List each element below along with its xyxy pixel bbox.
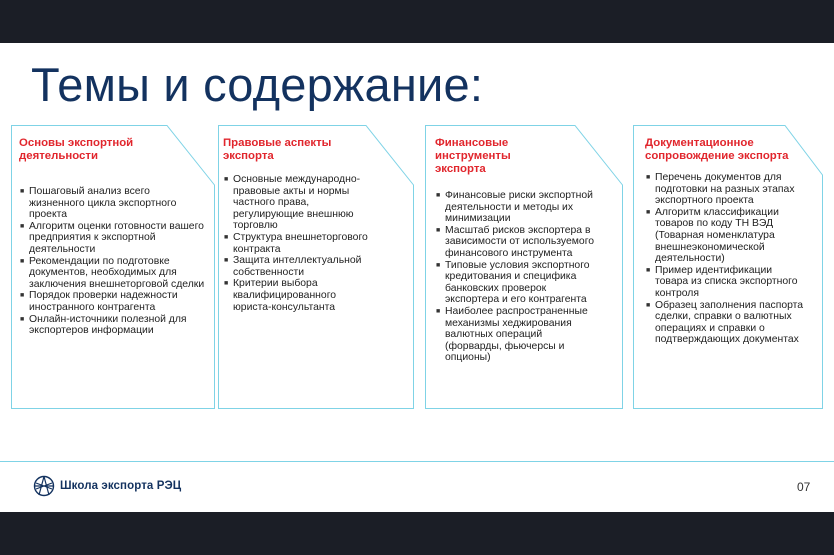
topic-list xyxy=(19,186,207,337)
list-item: ■ Критерии выбора квалифицированного юриста-консультанта xyxy=(224,278,337,313)
topic-list xyxy=(645,172,807,346)
bullet-icon: ■ xyxy=(20,292,25,300)
bullet-icon: ■ xyxy=(646,208,651,216)
top-letterbox xyxy=(0,0,834,43)
bullet-icon: ■ xyxy=(646,301,651,309)
card-title: Правовые аспекты экспорта xyxy=(223,137,332,162)
topic-card-documentation xyxy=(633,125,834,409)
bullet-icon: ■ xyxy=(224,280,229,288)
bullet-icon: ■ xyxy=(224,233,229,241)
bullet-icon: ■ xyxy=(436,226,441,234)
bullet-icon: ■ xyxy=(646,266,651,274)
school-logo xyxy=(33,473,181,499)
list-item: ■ Перечень документов для подготовки на разных этапах экспортного проекта xyxy=(646,172,795,207)
bottom-letterbox xyxy=(0,512,834,555)
page-number: 07 xyxy=(797,480,811,494)
list-item: ■ Финансовые риски экспортной деятельности и методы их минимизации xyxy=(436,190,593,225)
bullet-icon: ■ xyxy=(224,176,229,183)
list-item: ■ Типовые условия экспортного кредитования и специфика банковских проверок экспортера и его контрагента xyxy=(436,259,590,306)
bullet-icon: ■ xyxy=(646,174,651,181)
list-item: ■ Масштаб рисков экспортера в зависимости от используемого финансового инструмента xyxy=(436,224,595,259)
list-item: ■ Структура внешнеторгового контракта xyxy=(224,231,368,255)
topic-card-legal-aspects xyxy=(218,125,422,409)
list-item: ■ Наиболее распространенные механизмы хеджирования валютных операций (форварды, фьючерсы и опционы) xyxy=(436,305,588,364)
list-item: ■ Рекомендации по подготовке документов, необходимых для заключения внешнеторговой сделки xyxy=(20,255,205,290)
bullet-icon: ■ xyxy=(436,192,441,199)
card-title: Документационное сопровождение экспорта xyxy=(645,137,789,162)
list-item: ■ Защита интеллектуальной собственности xyxy=(224,255,362,278)
card-title: Финансовые инструменты экспорта xyxy=(435,137,511,175)
card-title: Основы экспортной деятельности xyxy=(19,137,134,162)
slide-title: Темы и содержание: xyxy=(31,58,484,111)
logo-text: Школа экспорта РЭЦ xyxy=(60,480,182,492)
list-item: ■ Пошаговый анализ всего жизненного цикла экспортного проекта xyxy=(20,186,177,221)
topic-card-financial-instruments xyxy=(425,125,629,409)
list-item: ■ Основные международно-правовые акты и нормы частного права, регулирующие внешнюю торговлю xyxy=(224,174,361,232)
bullet-icon: ■ xyxy=(436,261,441,269)
bullet-icon: ■ xyxy=(20,257,25,265)
presentation-slide xyxy=(0,43,834,512)
list-item: ■ Порядок проверки надежности иностранного контрагента xyxy=(20,290,178,313)
globe-logo-icon xyxy=(33,475,55,497)
bullet-icon: ■ xyxy=(224,257,229,265)
footer-divider xyxy=(0,461,834,462)
topic-list xyxy=(223,174,373,313)
bullet-icon: ■ xyxy=(20,188,25,195)
bullet-icon: ■ xyxy=(20,315,25,323)
list-item: ■ Онлайн-источники полезной для экспортеров информации xyxy=(20,313,187,337)
list-item: ■ Пример идентификации товара из списка экспортного контроля xyxy=(646,264,798,299)
topic-list xyxy=(435,190,600,364)
bullet-icon: ■ xyxy=(20,222,25,230)
list-item: ■ Образец заполнения паспорта сделки, справки о валютных операциях и справки о подтверждающих документах xyxy=(646,299,804,346)
topic-card-export-basics xyxy=(11,125,215,409)
list-item: ■ Алгоритм оценки готовности вашего предприятия к экспортной деятельности xyxy=(20,220,204,255)
bullet-icon: ■ xyxy=(436,307,441,315)
list-item: ■ Алгоритм классификации товаров по коду ТН ВЭД (Товарная номенклатура внешнеэкономической деятельности) xyxy=(646,206,779,265)
